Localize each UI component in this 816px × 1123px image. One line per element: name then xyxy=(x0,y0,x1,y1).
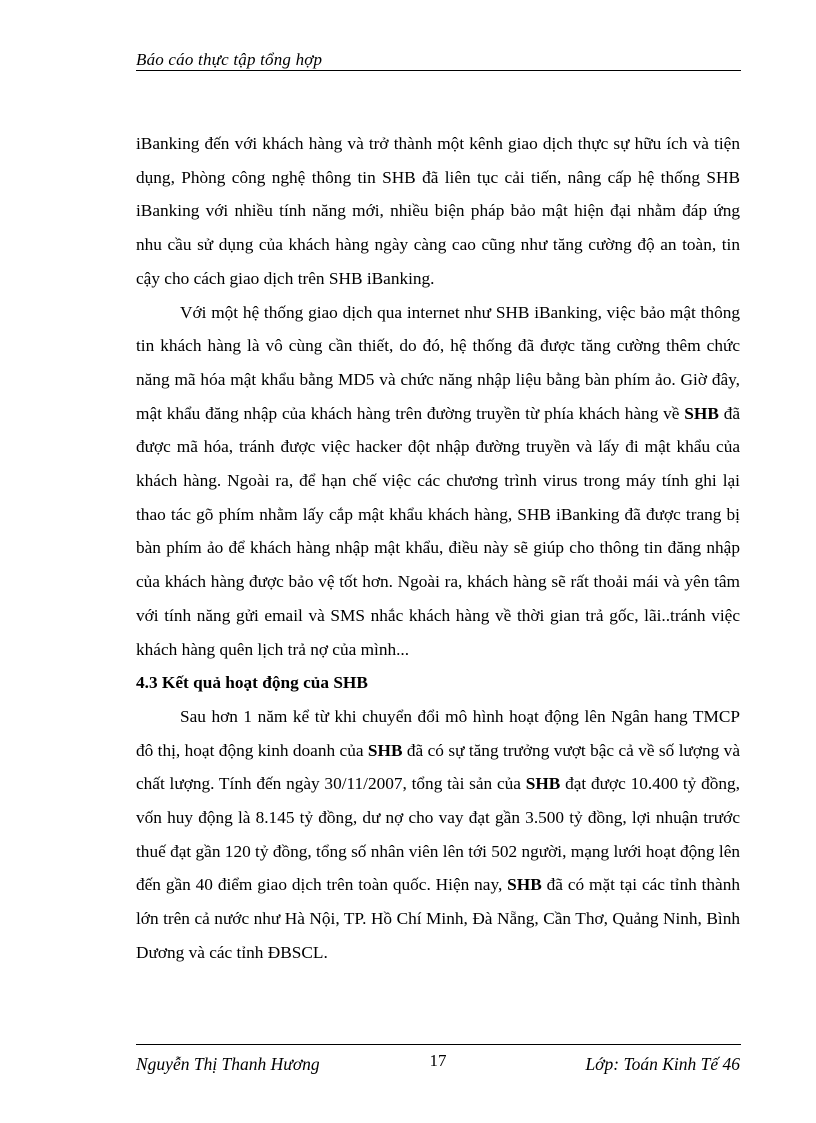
page-number: 17 xyxy=(429,1051,447,1070)
bold-shb: SHB xyxy=(525,774,561,794)
footer-author: Nguyễn Thị Thanh Hương xyxy=(136,1054,320,1074)
page-header-title: Báo cáo thực tập tổng hợp xyxy=(136,50,323,69)
paragraph-security xyxy=(136,296,740,667)
footer-class-label: Lớp: Toán Kinh Tế 46 xyxy=(585,1054,740,1074)
paragraph-text: Sau hơn 1 năm kể từ khi chuyển đổi mô hình hoạt động lên Ngân hang TMCP đô thị, hoạt động kinh doanh của xyxy=(136,706,740,760)
paragraph-text: Với một hệ thống giao dịch qua internet như SHB iBanking, việc bảo mật thông tin khách hàng là vô cùng cần thiết, do đó, hệ thống đã được tăng cường thêm chức năng mã hóa mật khẩu bằng MD5 và chức năng nhập liệu bằng bàn phím ảo. Giờ đây, mật khẩu đăng nhập của khách hàng trên đường truyền từ phía khách hàng về xyxy=(136,302,740,423)
paragraph-results xyxy=(136,700,740,970)
bold-shb: SHB xyxy=(367,740,403,760)
paragraph-text: đã được mã hóa, tránh được việc hacker đột nhập đường truyền và lấy đi mật khẩu của khách hàng. Ngoài ra, để hạn chế việc các chương trình virus trong máy tính ghi lại thao tác gõ phím nhằm lấy cắp mật khẩu khách hàng, SHB iBanking đã được trang bị bàn phím ảo để khách hàng nhập mật khẩu, điều này sẽ giúp cho thông tin đăng nhập của khách hàng được bảo vệ tốt hơn. Ngoài ra, khách hàng sẽ rất thoải mái và yên tâm với tính năng gửi email và SMS nhắc khách hàng về thời gian trả gốc, lãi..tránh việc khách hàng quên lịch trả nợ của mình... xyxy=(136,403,741,659)
document-body xyxy=(136,127,740,970)
paragraph-text: iBanking đến với khách hàng và trở thành một kênh giao dịch thực sự hữu ích và tiện dụng, Phòng công nghệ thông tin SHB đã liên tục cải tiến, nâng cấp hệ thống SHB iBanking với nhiều tính năng mới, nhiều biện pháp bảo mật hiện đại nhằm đáp ứng nhu cầu sử dụng của khách hàng ngày càng cao cũng như tăng cường độ an toàn, tin cậy cho cách giao dịch trên SHB iBanking. xyxy=(136,134,740,288)
section-heading: 4.3 Kết quả hoạt động của SHB xyxy=(136,673,368,693)
footer-divider xyxy=(136,1044,741,1045)
paragraph-text: đạt được 10.400 tỷ đồng, vốn huy động là 8.145 tỷ đồng, dư nợ cho vay đạt gần 3.500 tỷ đồng, lợi nhuận trước thuế đạt gần 120 tỷ đồng, tổng số nhân viên lên tới 502 người, mạng lưới hoạt động lên đến gần 40 điểm giao dịch trên toàn quốc. Hiện nay, xyxy=(136,774,740,895)
header-divider xyxy=(136,70,741,71)
bold-shb: SHB xyxy=(507,875,542,895)
paragraph-ibanking-intro xyxy=(136,127,740,296)
paragraph-text: đã có sự tăng trưởng vượt bậc cả về số lượng và chất lượng. Tính đến ngày 30/11/2007, tổng tài sản của xyxy=(136,740,740,794)
paragraph-text: đã có mặt tại các tỉnh thành lớn trên cả nước như Hà Nội, TP. Hồ Chí Minh, Đà Nẵng, Cần Thơ, Quảng Ninh, Bình Dương và các tỉnh ĐBSCL. xyxy=(136,875,740,962)
bold-shb: SHB xyxy=(684,403,719,423)
